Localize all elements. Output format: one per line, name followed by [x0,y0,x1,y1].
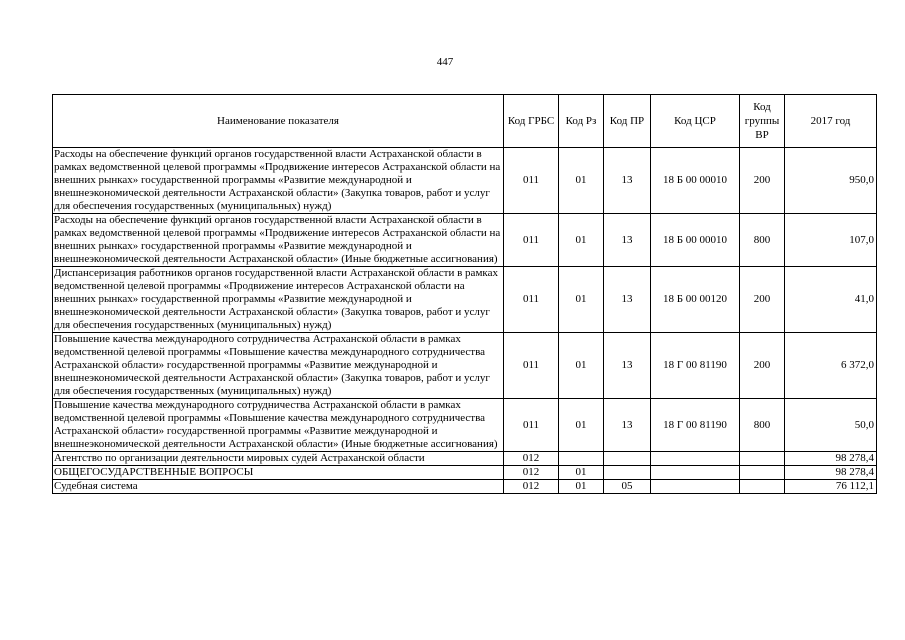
row-csr [651,480,740,494]
header-grbs: Код ГРБС [504,95,559,148]
row-rz: 01 [559,399,604,452]
row-vr [740,452,785,466]
row-csr: 18 Г 00 81190 [651,333,740,399]
row-name: Судебная система [53,480,504,494]
row-amount: 98 278,4 [785,466,877,480]
header-pr: Код ПР [604,95,651,148]
row-rz: 01 [559,214,604,267]
row-pr [604,452,651,466]
table-header-row [53,95,877,148]
table-row [53,452,877,466]
row-grbs: 011 [504,267,559,333]
table-row [53,466,877,480]
row-pr [604,466,651,480]
row-grbs: 011 [504,333,559,399]
row-csr: 18 Б 00 00010 [651,148,740,214]
table-row [53,267,877,333]
row-grbs: 011 [504,148,559,214]
row-csr: 18 Б 00 00120 [651,267,740,333]
table-row [53,399,877,452]
page-number: 447 [436,56,454,68]
row-name: Расходы на обеспечение функций органов государственной власти Астраханской области в рамках ведомственной целевой программы «Продвижение интересов Астраханской области на внешних рынках» государственной программы «Развитие международной и внешнеэкономической деятельности Астраханской области» (Закупка товаров, работ и услуг для обеспечения государственных (муниципальных) нужд) [53,148,504,214]
row-vr [740,466,785,480]
row-vr: 200 [740,333,785,399]
table-row [53,480,877,494]
row-vr: 800 [740,399,785,452]
row-name: Повышение качества международного сотрудничества Астраханской области в рамках ведомственной целевой программы «Повышение качества международного сотрудничества Астраханской области» государственной программы «Развитие международной и внешнеэкономической деятельности Астраханской области» (Закупка товаров, работ и услуг для обеспечения государственных (муниципальных) нужд) [53,333,504,399]
row-csr [651,452,740,466]
row-name: Повышение качества международного сотрудничества Астраханской области в рамках ведомственной целевой программы «Повышение качества международного сотрудничества Астраханской области» государственной программы «Развитие международной и внешнеэкономической деятельности Астраханской области» (Иные бюджетные ассигнования) [53,399,504,452]
row-vr: 200 [740,148,785,214]
row-amount: 950,0 [785,148,877,214]
row-amount: 6 372,0 [785,333,877,399]
row-rz: 01 [559,333,604,399]
row-rz: 01 [559,466,604,480]
row-rz: 01 [559,480,604,494]
row-name: Агентство по организации деятельности мировых судей Астраханской области [53,452,504,466]
row-pr: 13 [604,148,651,214]
row-pr: 13 [604,267,651,333]
table-row [53,148,877,214]
row-pr: 05 [604,480,651,494]
table-row [53,333,877,399]
header-csr: Код ЦСР [651,95,740,148]
header-vr: Код группы ВР [740,95,785,148]
header-rz: Код Рз [559,95,604,148]
row-pr: 13 [604,333,651,399]
row-amount: 98 278,4 [785,452,877,466]
row-amount: 41,0 [785,267,877,333]
row-grbs: 011 [504,214,559,267]
row-vr: 200 [740,267,785,333]
row-vr [740,480,785,494]
header-year: 2017 год [785,95,877,148]
table-row [53,214,877,267]
row-grbs: 012 [504,466,559,480]
row-grbs: 011 [504,399,559,452]
row-vr: 800 [740,214,785,267]
row-rz: 01 [559,148,604,214]
row-csr [651,466,740,480]
row-name: ОБЩЕГОСУДАРСТВЕННЫЕ ВОПРОСЫ [53,466,504,480]
row-amount: 50,0 [785,399,877,452]
header-name: Наименование показателя [53,95,504,148]
row-name: Расходы на обеспечение функций органов государственной власти Астраханской области в рамках ведомственной целевой программы «Продвижение интересов Астраханской области на внешних рынках» государственной программы «Развитие международной и внешнеэкономической деятельности Астраханской области» (Иные бюджетные ассигнования) [53,214,504,267]
budget-table [52,94,877,494]
row-grbs: 012 [504,452,559,466]
row-name: Диспансеризация работников органов государственной власти Астраханской области в рамках ведомственной целевой программы «Продвижение интересов Астраханской области на внешних рынках» государственной программы «Развитие международной и внешнеэкономической деятельности Астраханской области» (Закупка товаров, работ и услуг для обеспечения государственных (муниципальных) нужд) [53,267,504,333]
row-pr: 13 [604,399,651,452]
row-rz [559,452,604,466]
row-csr: 18 Б 00 00010 [651,214,740,267]
row-pr: 13 [604,214,651,267]
row-grbs: 012 [504,480,559,494]
row-amount: 76 112,1 [785,480,877,494]
row-rz: 01 [559,267,604,333]
row-amount: 107,0 [785,214,877,267]
row-csr: 18 Г 00 81190 [651,399,740,452]
